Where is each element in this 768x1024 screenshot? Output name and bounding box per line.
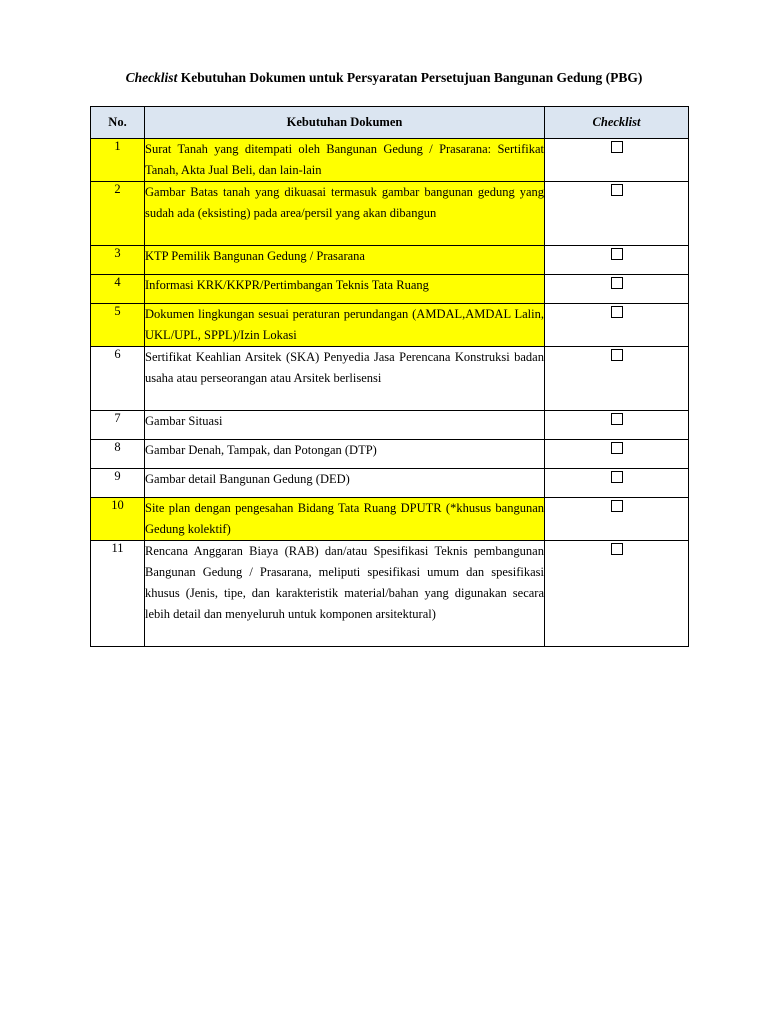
checkbox[interactable]: [611, 471, 623, 483]
row-number: 1: [91, 139, 145, 182]
checkbox[interactable]: [611, 442, 623, 454]
checkbox[interactable]: [611, 500, 623, 512]
checkbox[interactable]: [611, 141, 623, 153]
row-number: 11: [91, 541, 145, 647]
row-number: 10: [91, 498, 145, 541]
checkbox-cell: [545, 246, 689, 275]
table-row: [91, 139, 689, 182]
row-number: 2: [91, 182, 145, 246]
document-title: [0, 70, 768, 86]
row-document-text: Gambar Batas tanah yang dikuasai termasuk gambar bangunan gedung yang sudah ada (eksisting) pada area/persil yang akan dibangun: [145, 182, 545, 246]
header-document: Kebutuhan Dokumen: [145, 107, 545, 139]
document-title-text: Kebutuhan Dokumen untuk Persyaratan Persetujuan Bangunan Gedung (PBG): [177, 70, 643, 85]
checkbox[interactable]: [611, 543, 623, 555]
header-no: No.: [91, 107, 145, 139]
checkbox-cell: [545, 347, 689, 411]
checkbox[interactable]: [611, 306, 623, 318]
row-document-text: Gambar Denah, Tampak, dan Potongan (DTP): [145, 440, 545, 469]
row-document-text: Informasi KRK/KKPR/Pertimbangan Teknis Tata Ruang: [145, 275, 545, 304]
row-document-text: Sertifikat Keahlian Arsitek (SKA) Penyedia Jasa Perencana Konstruksi badan usaha atau perseorangan atau Arsitek berlisensi: [145, 347, 545, 411]
row-number: 8: [91, 440, 145, 469]
checkbox-cell: [545, 541, 689, 647]
table-row: [91, 347, 689, 411]
table-row: [91, 275, 689, 304]
checkbox-cell: [545, 275, 689, 304]
checkbox[interactable]: [611, 248, 623, 260]
table-row: [91, 246, 689, 275]
checkbox-cell: [545, 469, 689, 498]
row-document-text: Dokumen lingkungan sesuai peraturan perundangan (AMDAL,AMDAL Lalin, UKL/UPL, SPPL)/Izin Lokasi: [145, 304, 545, 347]
row-number: 9: [91, 469, 145, 498]
checkbox[interactable]: [611, 413, 623, 425]
row-document-text: Gambar Situasi: [145, 411, 545, 440]
checkbox-cell: [545, 440, 689, 469]
row-number: 5: [91, 304, 145, 347]
row-number: 4: [91, 275, 145, 304]
table-row: [91, 469, 689, 498]
table-row: [91, 411, 689, 440]
row-document-text: Surat Tanah yang ditempati oleh Bangunan Gedung / Prasarana: Sertifikat Tanah, Akta Jual Beli, dan lain-lain: [145, 139, 545, 182]
checkbox-cell: [545, 498, 689, 541]
checkbox[interactable]: [611, 277, 623, 289]
row-number: 3: [91, 246, 145, 275]
row-number: 7: [91, 411, 145, 440]
row-document-text: KTP Pemilik Bangunan Gedung / Prasarana: [145, 246, 545, 275]
row-document-text: Site plan dengan pengesahan Bidang Tata Ruang DPUTR (*khusus bangunan Gedung kolektif): [145, 498, 545, 541]
checkbox-cell: [545, 304, 689, 347]
table-row: [91, 541, 689, 647]
table-header-row: [91, 107, 689, 139]
header-checklist: Checklist: [545, 107, 689, 139]
table-row: [91, 440, 689, 469]
table-row: [91, 498, 689, 541]
checkbox-cell: [545, 139, 689, 182]
document-title-italic: Checklist: [125, 70, 178, 85]
row-document-text: Gambar detail Bangunan Gedung (DED): [145, 469, 545, 498]
checkbox[interactable]: [611, 349, 623, 361]
table-row: [91, 182, 689, 246]
table-row: [91, 304, 689, 347]
row-document-text: Rencana Anggaran Biaya (RAB) dan/atau Spesifikasi Teknis pembangunan Bangunan Gedung / Prasarana, meliputi spesifikasi umum dan spesifikasi khusus (Jenis, tipe, dan karakteristik material/bahan yang digunakan secara lebih detail dan menyeluruh untuk komponen arsitektural): [145, 541, 545, 647]
checkbox-cell: [545, 182, 689, 246]
row-number: 6: [91, 347, 145, 411]
checkbox-cell: [545, 411, 689, 440]
checklist-table: [90, 106, 689, 647]
checkbox[interactable]: [611, 184, 623, 196]
